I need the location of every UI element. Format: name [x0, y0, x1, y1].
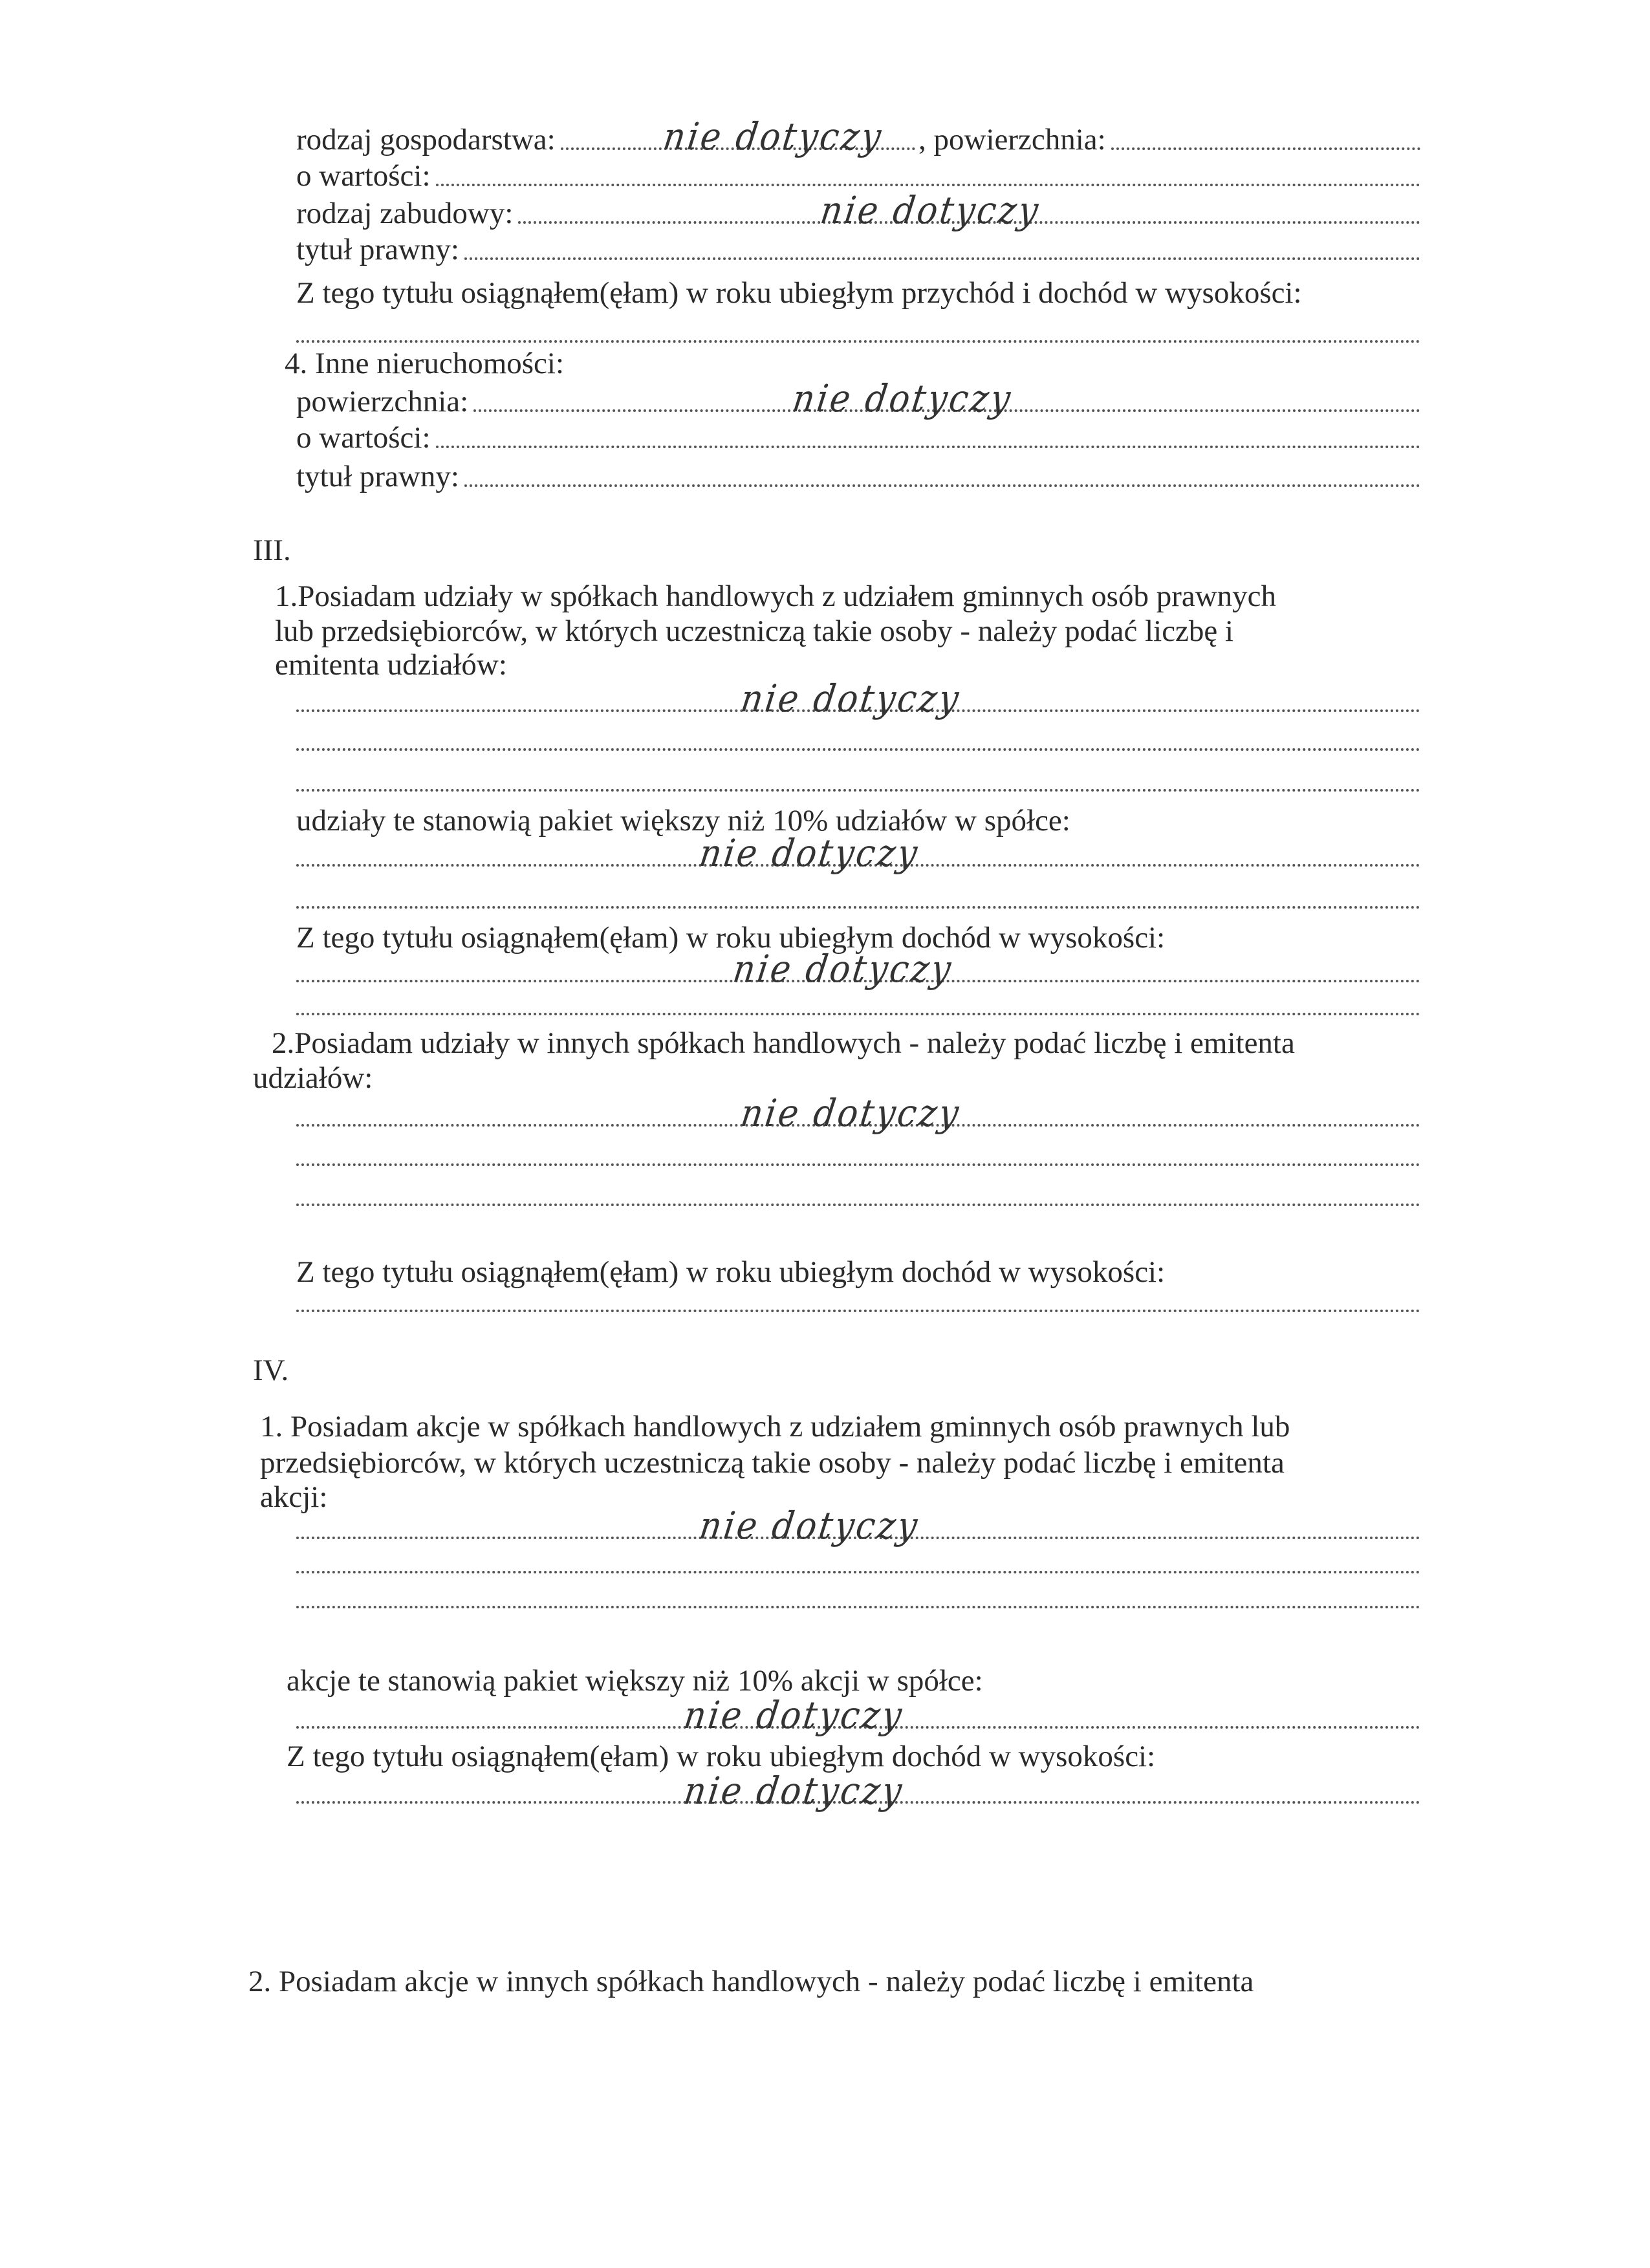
field-label: udziałów:: [253, 1061, 373, 1095]
field-label: III.: [253, 534, 291, 567]
dotted-line: [296, 789, 1420, 792]
field-label: 4. Inne nieruchomości:: [285, 347, 565, 380]
field-label: o wartości:: [296, 159, 431, 193]
heading-other-property: [285, 347, 569, 379]
field-shares-issuer-2[interactable]: [296, 724, 1420, 756]
field-label: Z tego tytułu osiągnąłem(ęłam) w roku ubiegłym dochód w wysokości:: [296, 921, 1166, 955]
handwritten-answer: nie dotyczy: [660, 114, 886, 158]
field-label: 1.Posiadam udziały w spółkach handlowych z udziałem gminnych osób prawnych: [275, 579, 1277, 613]
text: [260, 1480, 332, 1513]
dotted-line: [296, 1163, 1420, 1166]
field-label: IV.: [253, 1354, 289, 1387]
field-label: o wartości:: [296, 421, 431, 455]
field-shares-income-2[interactable]: [296, 988, 1420, 1021]
field-label: , powierzchnia:: [918, 123, 1106, 157]
handwritten-answer: nie dotyczy: [730, 947, 956, 991]
handwritten-answer: nie dotyczy: [697, 1504, 922, 1548]
field-farm-value[interactable]: [296, 159, 1420, 191]
label-farm-income: [296, 276, 1307, 308]
field-label: 2.Posiadam udziały w innych spółkach handlowych - należy podać liczbę i emitenta: [272, 1026, 1295, 1060]
dotted-line: [296, 1204, 1420, 1206]
dotted-line: [1111, 147, 1420, 150]
handwritten-answer: nie dotyczy: [818, 188, 1043, 232]
field-label: akcje te stanowią pakiet większy niż 10% akcji w spółce:: [287, 1664, 983, 1698]
dotted-line: [296, 1310, 1420, 1312]
dotted-line: [436, 184, 1420, 186]
handwritten-answer: nie dotyczy: [790, 376, 1015, 420]
field-label: rodzaj zabudowy:: [296, 197, 514, 230]
field-label: emitenta udziałów:: [275, 648, 507, 682]
label-shares-income: [296, 921, 1170, 953]
text: [248, 1965, 1259, 1997]
label-shares-over10: [296, 804, 1076, 836]
field-label: lub przedsiębiorców, w których uczestniczą takie osoby - należy podać liczbę i: [275, 614, 1234, 648]
field-other-legal-title[interactable]: [296, 460, 1420, 492]
dotted-line: [296, 906, 1420, 909]
label-other-shares-income: [296, 1255, 1170, 1288]
text: [275, 579, 1281, 612]
field-stocks-issuer-3[interactable]: [296, 1581, 1420, 1614]
field-label: tytuł prawny:: [296, 460, 459, 493]
field-farm-income[interactable]: [296, 316, 1420, 348]
text: [260, 1446, 1290, 1478]
dotted-line: [436, 446, 1420, 448]
field-farm-area[interactable]: [918, 123, 1420, 155]
handwritten-answer: nie dotyczy: [738, 676, 964, 720]
field-label: Z tego tytułu osiągnąłem(ęłam) w roku ubiegłym dochód w wysokości:: [287, 1740, 1156, 1773]
field-other-value[interactable]: [296, 421, 1420, 453]
handwritten-answer: nie dotyczy: [681, 1769, 907, 1813]
field-shares-issuer-3[interactable]: [296, 764, 1420, 797]
field-label: Z tego tytułu osiągnąłem(ęłam) w roku ubiegłym przychód i dochód w wysokości:: [296, 276, 1302, 310]
field-label: udziały te stanowią pakiet większy niż 10% udziałów w spółce:: [296, 804, 1070, 837]
dotted-line: [296, 748, 1420, 751]
text: [260, 1410, 1295, 1442]
dotted-line: [464, 257, 1420, 260]
field-other-shares-2[interactable]: [296, 1139, 1420, 1171]
handwritten-answer: nie dotyczy: [681, 1693, 907, 1737]
dotted-line: [296, 340, 1420, 343]
dotted-line: [296, 1571, 1420, 1573]
heading-section-iii: [253, 534, 296, 566]
dotted-line: [296, 1013, 1420, 1015]
text: [272, 1026, 1300, 1059]
field-label: powierzchnia:: [296, 385, 469, 418]
field-other-shares-3[interactable]: [296, 1179, 1420, 1211]
field-shares-over10-2[interactable]: [296, 881, 1420, 914]
label-stocks-income: [287, 1740, 1160, 1772]
label-stocks-over10: [287, 1664, 988, 1696]
field-other-shares-income[interactable]: [296, 1285, 1420, 1317]
heading-section-iv: [253, 1354, 294, 1386]
field-label: 1. Posiadam akcje w spółkach handlowych z udziałem gminnych osób prawnych lub: [260, 1410, 1290, 1443]
handwritten-answer: nie dotyczy: [697, 831, 922, 875]
text: [275, 648, 512, 680]
field-label: Z tego tytułu osiągnąłem(ęłam) w roku ubiegłym dochód w wysokości:: [296, 1255, 1166, 1289]
field-label: przedsiębiorców, w których uczestniczą takie osoby - należy podać liczbę i emitenta: [260, 1446, 1285, 1480]
field-label: 2. Posiadam akcje w innych spółkach handlowych - należy podać liczbę i emitenta: [248, 1965, 1254, 1998]
field-farm-legal-title[interactable]: [296, 233, 1420, 265]
dotted-line: [296, 1606, 1420, 1608]
text: [253, 1061, 378, 1094]
field-label: rodzaj gospodarstwa:: [296, 123, 556, 157]
handwritten-answer: nie dotyczy: [738, 1091, 964, 1135]
field-label: tytuł prawny:: [296, 233, 459, 266]
text: [275, 614, 1239, 647]
field-label: akcji:: [260, 1480, 328, 1514]
field-stocks-issuer-2[interactable]: [296, 1546, 1420, 1579]
dotted-line: [464, 484, 1420, 487]
